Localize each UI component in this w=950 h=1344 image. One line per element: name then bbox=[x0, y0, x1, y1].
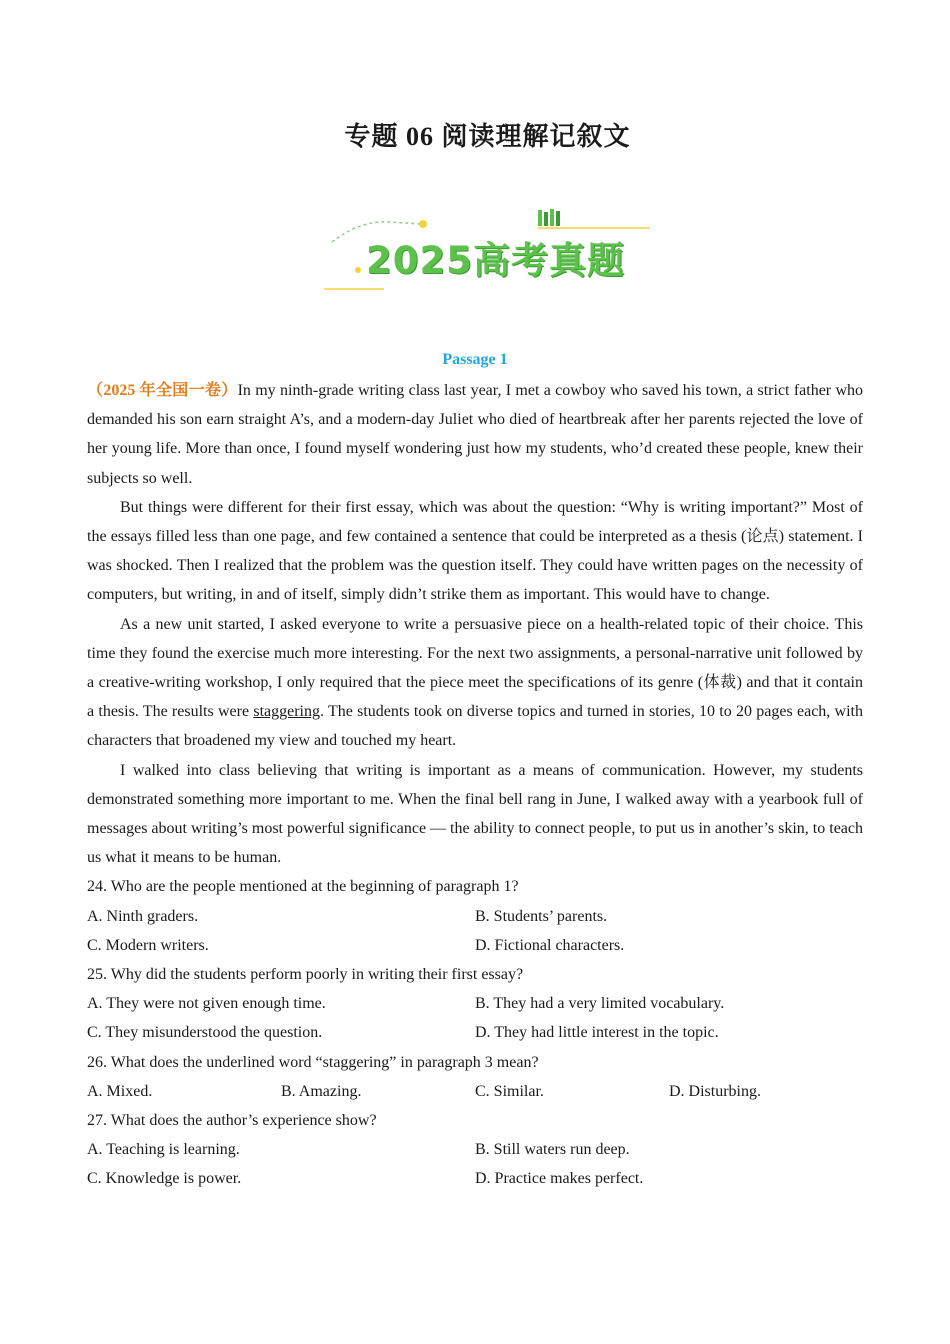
option-a: A. They were not given enough time. bbox=[87, 995, 326, 1013]
option-c: C. They misunderstood the question. bbox=[87, 1024, 323, 1042]
paragraph-1 bbox=[87, 376, 863, 493]
option-c: C. Similar. bbox=[475, 1082, 544, 1100]
option-d: D. Fictional characters. bbox=[475, 936, 625, 954]
passage-title: Passage 1 bbox=[442, 351, 508, 368]
question-24 bbox=[87, 872, 863, 960]
underlined-word: staggering bbox=[253, 703, 320, 721]
paragraph-2: But things were different for their first essay, which was about the question: “Why is writing important?” Most of the essays filled less than one page, and few contained a sentence that could be interpreted as a thesis (论点) statement. I was shocked. Then I realized that the problem was the question itself. They could have written pages on the necessity of computers, but writing, in and of itself, simply didn’t strike them as important. This would have to change. bbox=[87, 498, 863, 604]
passage-content bbox=[87, 376, 863, 1194]
question-stem: 25. Why did the students perform poorly in writing their first essay? bbox=[87, 966, 524, 984]
paragraph-4: I walked into class believing that writing is important as a means of communication. However, my students demonstrated something more important to me. When the final bell rang in June, I walked away with a yearbook full of messages about writing’s most powerful significance — the ability to connect people, to put us in another’s skin, to teach us what it means to be human. bbox=[87, 761, 863, 867]
paragraph-3-text-a: As a new unit started, I asked everyone to write a persuasive piece on a health-related topic of their choice. This time they found the exercise much more interesting. For the next two assignments, a personal-narrative unit followed by a creative-writing workshop, I only required that the piece meet the specifications of its genre (体裁) and that it contain a thesis. The results were bbox=[87, 615, 863, 721]
paragraph-3-text-b: . The students took on diverse topics and turned in stories, 10 to 20 pages each, with characters that broadened my view and touched my heart. bbox=[87, 703, 864, 750]
option-c: C. Knowledge is power. bbox=[87, 1170, 242, 1188]
question-stem: 24. Who are the people mentioned at the beginning of paragraph 1? bbox=[87, 878, 519, 896]
option-b: B. Students’ parents. bbox=[475, 907, 608, 925]
option-b: B. They had a very limited vocabulary. bbox=[475, 995, 725, 1013]
question-stem: 27. What does the author’s experience show? bbox=[87, 1112, 377, 1130]
question-26 bbox=[87, 1048, 863, 1106]
source-label: （2025 年全国一卷） bbox=[87, 382, 238, 399]
option-b: B. Still waters run deep. bbox=[475, 1141, 630, 1159]
page-title: 专题 06 阅读理解记叙文 bbox=[344, 122, 631, 151]
question-stem: 26. What does the underlined word “staggering” in paragraph 3 mean? bbox=[87, 1053, 539, 1071]
question-27 bbox=[87, 1106, 863, 1194]
paragraph-3 bbox=[87, 610, 863, 756]
option-b: B. Amazing. bbox=[281, 1082, 362, 1100]
option-c: C. Modern writers. bbox=[87, 936, 209, 954]
paragraph-1-text: In my ninth-grade writing class last year, I met a cowboy who saved his town, a strict father who demanded his son earn straight A’s, and a modern-day Juliet who died of heartbreak after her parents rejected the love of her young life. More than once, I found myself wondering just how my students, who’d created these people, knew their subjects so well. bbox=[87, 382, 863, 487]
option-a: A. Mixed. bbox=[87, 1082, 153, 1100]
option-a: A. Ninth graders. bbox=[87, 907, 199, 925]
option-d: D. Disturbing. bbox=[669, 1082, 761, 1100]
banner-text: 2025高考真题 bbox=[366, 239, 625, 282]
question-25 bbox=[87, 960, 863, 1048]
option-a: A. Teaching is learning. bbox=[87, 1141, 240, 1159]
banner bbox=[320, 200, 660, 300]
option-d: D. Practice makes perfect. bbox=[475, 1170, 644, 1188]
option-d: D. They had little interest in the topic. bbox=[475, 1024, 719, 1042]
